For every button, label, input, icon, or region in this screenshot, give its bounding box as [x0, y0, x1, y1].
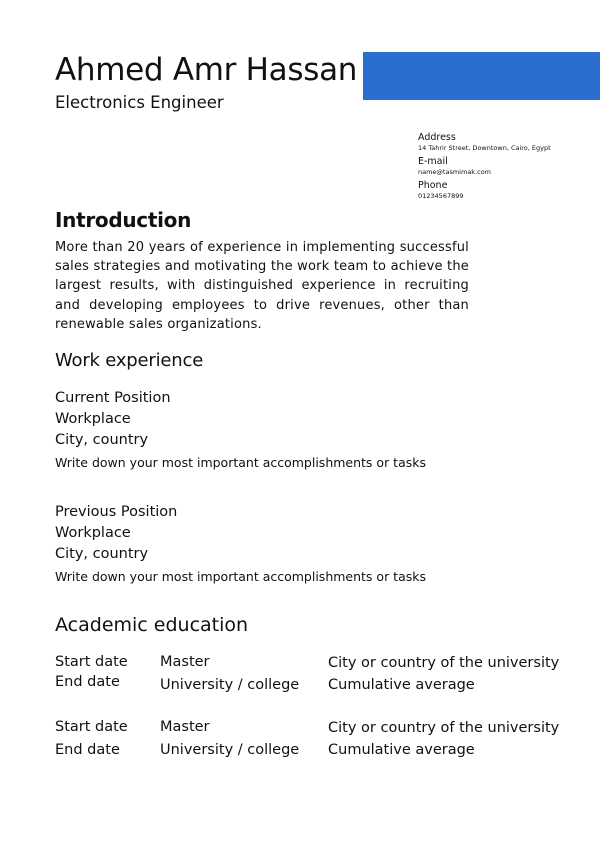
education-start-date: Start date	[55, 654, 128, 670]
job-position: Previous Position	[55, 504, 178, 520]
phone-label: Phone	[418, 180, 448, 191]
education-entry	[55, 718, 575, 768]
education-entry	[55, 653, 575, 703]
education-start-date: Start date	[55, 719, 128, 735]
email-label: E-mail	[418, 156, 448, 167]
job-workplace: Workplace	[55, 525, 131, 541]
education-end-date: End date	[55, 674, 120, 690]
job-entry-current	[55, 388, 555, 471]
person-name: Ahmed Amr Hassan	[55, 52, 358, 88]
job-location: City, country	[55, 546, 149, 562]
education-degree: Master	[160, 654, 210, 670]
work-experience-heading: Work experience	[55, 350, 204, 371]
job-location: City, country	[55, 432, 149, 448]
accent-bar	[363, 52, 600, 100]
job-title: Electronics Engineer	[55, 93, 224, 112]
academic-education-heading: Academic education	[55, 614, 249, 636]
job-position: Current Position	[55, 390, 171, 406]
education-city: City or country of the university	[328, 720, 560, 736]
email-value: name@tasmimak.com	[418, 168, 492, 176]
job-accomplishments: Write down your most important accomplishments or tasks	[55, 455, 427, 470]
introduction-text: More than 20 years of experience in implementing successful sales strategies and motivating the work team to achieve the largest results, with distinguished experience in recruiting and developing employees to drive revenues, other than renewable sales organizations.	[55, 240, 469, 332]
education-university: University / college	[160, 742, 300, 758]
address-value: 14 Tahrir Street, Downtown, Cairo, Egypt	[418, 144, 551, 152]
job-accomplishments: Write down your most important accomplishments or tasks	[55, 569, 427, 584]
education-gpa: Cumulative average	[328, 677, 475, 693]
phone-value: 01234567899	[418, 192, 464, 200]
job-workplace: Workplace	[55, 411, 131, 427]
introduction-heading: Introduction	[55, 208, 192, 232]
education-degree: Master	[160, 719, 210, 735]
education-gpa: Cumulative average	[328, 742, 475, 758]
education-end-date: End date	[55, 742, 120, 758]
education-university: University / college	[160, 677, 300, 693]
job-entry-previous	[55, 502, 555, 585]
contact-block	[418, 132, 593, 204]
education-city: City or country of the university	[328, 655, 560, 671]
address-label: Address	[418, 132, 456, 143]
